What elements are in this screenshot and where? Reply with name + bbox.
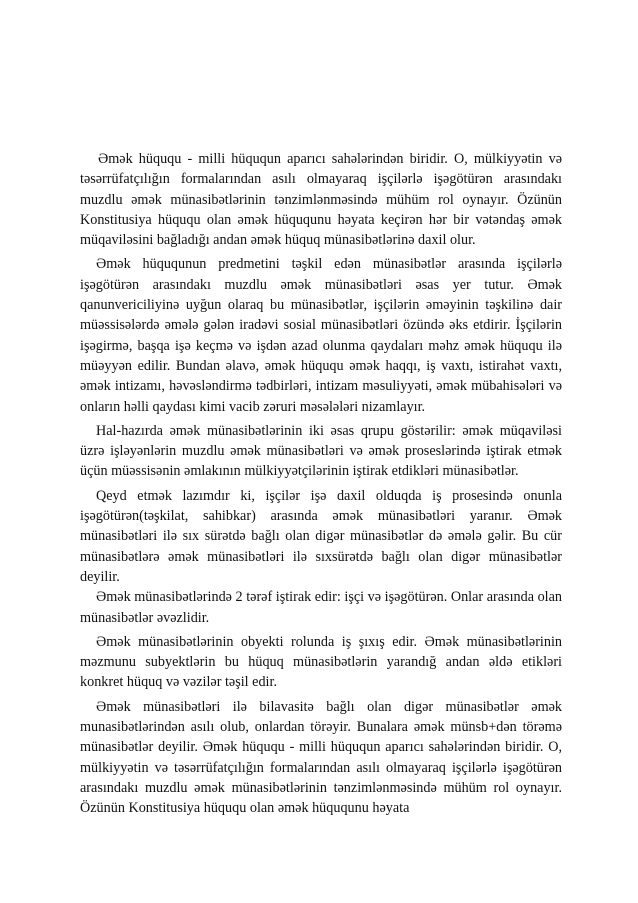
paragraph-2: Əmək hüququnun predmetini təşkil edən münasibətlər arasında işçilərlə işəgötürən arasındakı muzdlu əmək münasibətləri əsas yer tutur. Əmək qanunvericiliyinə uyğun olaraq bu münasibətlər, işçilərin əməyinin təşkilinə dair müəssisələrdə əmələ gələn iradəvi sosial münasibətləri özündə əks etdirir. İşçilərin işəgirmə, başqa işə keçmə və işdən azad olunma qaydaları məhz əmək hüququ ilə müəyyən edilir. Bundan əlavə, əmək hüququ əmək haqqı, iş vaxtı, istirahət vaxtı, əmək intizamı, həvəsləndirmə tədbirləri, intizam məsuliyyəti, əmək mübahisələri və onların həlli qaydası kimi vacib zəruri məsələləri nizamlayır.: [80, 256, 562, 415]
paragraph-1: Əmək hüququ - milli hüququn aparıcı sahələrindən biridir. O, mülkiyyətin və təsərrüfatçılığın formalarından asılı olmayaraq işçilərlə işəgötürən arasındakı muzdlu əmək münasibətlərinin tənzimlənməsində mühüm rol oynayır. Özünün Konstitusiya hüququ olan əmək hüququnu həyata keçirən hər bir vətəndaş əmək müqaviləsini bağladığı andan əmək hüquq münasibətlərinə daxil olur.: [80, 151, 562, 249]
paragraph-3: Hal-hazırda əmək münasibətlərinin iki əsas qrupu göstərilir: əmək müqaviləsi üzrə işləyənlərin muzdlu əmək münasibətləri və əmək proseslərində iştirak etmək üçün müəssisənin əmlakının mülkiyyətçilərinin iştirak etdikləri münasibətlər.: [80, 422, 562, 480]
paragraph-4: Qeyd etmək lazımdır ki, işçilər işə daxil olduqda iş prosesində onunla işəgötürən(təşkilat, sahibkar) arasında əmək münasibətləri yaranır. Əmək münasibətləri ilə sıx sürətdə bağlı olan digər münasibətlər də əmələ gəlir. Bu cür münasibətlərə əmək münasibətləri ilə sıxsürətdə bağlı olan digər münasibətlər deyilir.: [80, 487, 562, 585]
paragraph-7: Əmək münasibətləri ilə bilavasitə bağlı olan digər münasibətlər əmək munasibətlərindən asılı olub, onlardan törəyir. Bunalara əmək münsb+dən törəmə münasibətlər deyilir. Əmək hüququ - milli hüququn aparıcı sahələrindən biridir. O, mülkiyyətin və təsərrüfatçılığın formalarından asılı olmayaraq işçilərlə işəgötürən arasındakı muzdlu əmək münasibətlərinin tənzimlənməsində mühüm rol oynayır. Özünün Konstitusiya hüququ olan əmək hüququnu həyata: [80, 698, 562, 817]
paragraph-5: Əmək münasibətlərində 2 tərəf iştirak edir: işçi və işəgötürən. Onlar arasında olan münasibətlər əvəzlidir.: [80, 589, 562, 626]
paragraph-6: Əmək münasibətlərinin obyekti rolunda iş şıxış edir. Əmək münasibətlərinin məzmunu subyektlərin bu hüquq münasibətlərin yarandığ andan əldə etikləri konkret hüquq və vəzilər təşil edir.: [80, 633, 562, 691]
document-page: [80, 149, 562, 819]
